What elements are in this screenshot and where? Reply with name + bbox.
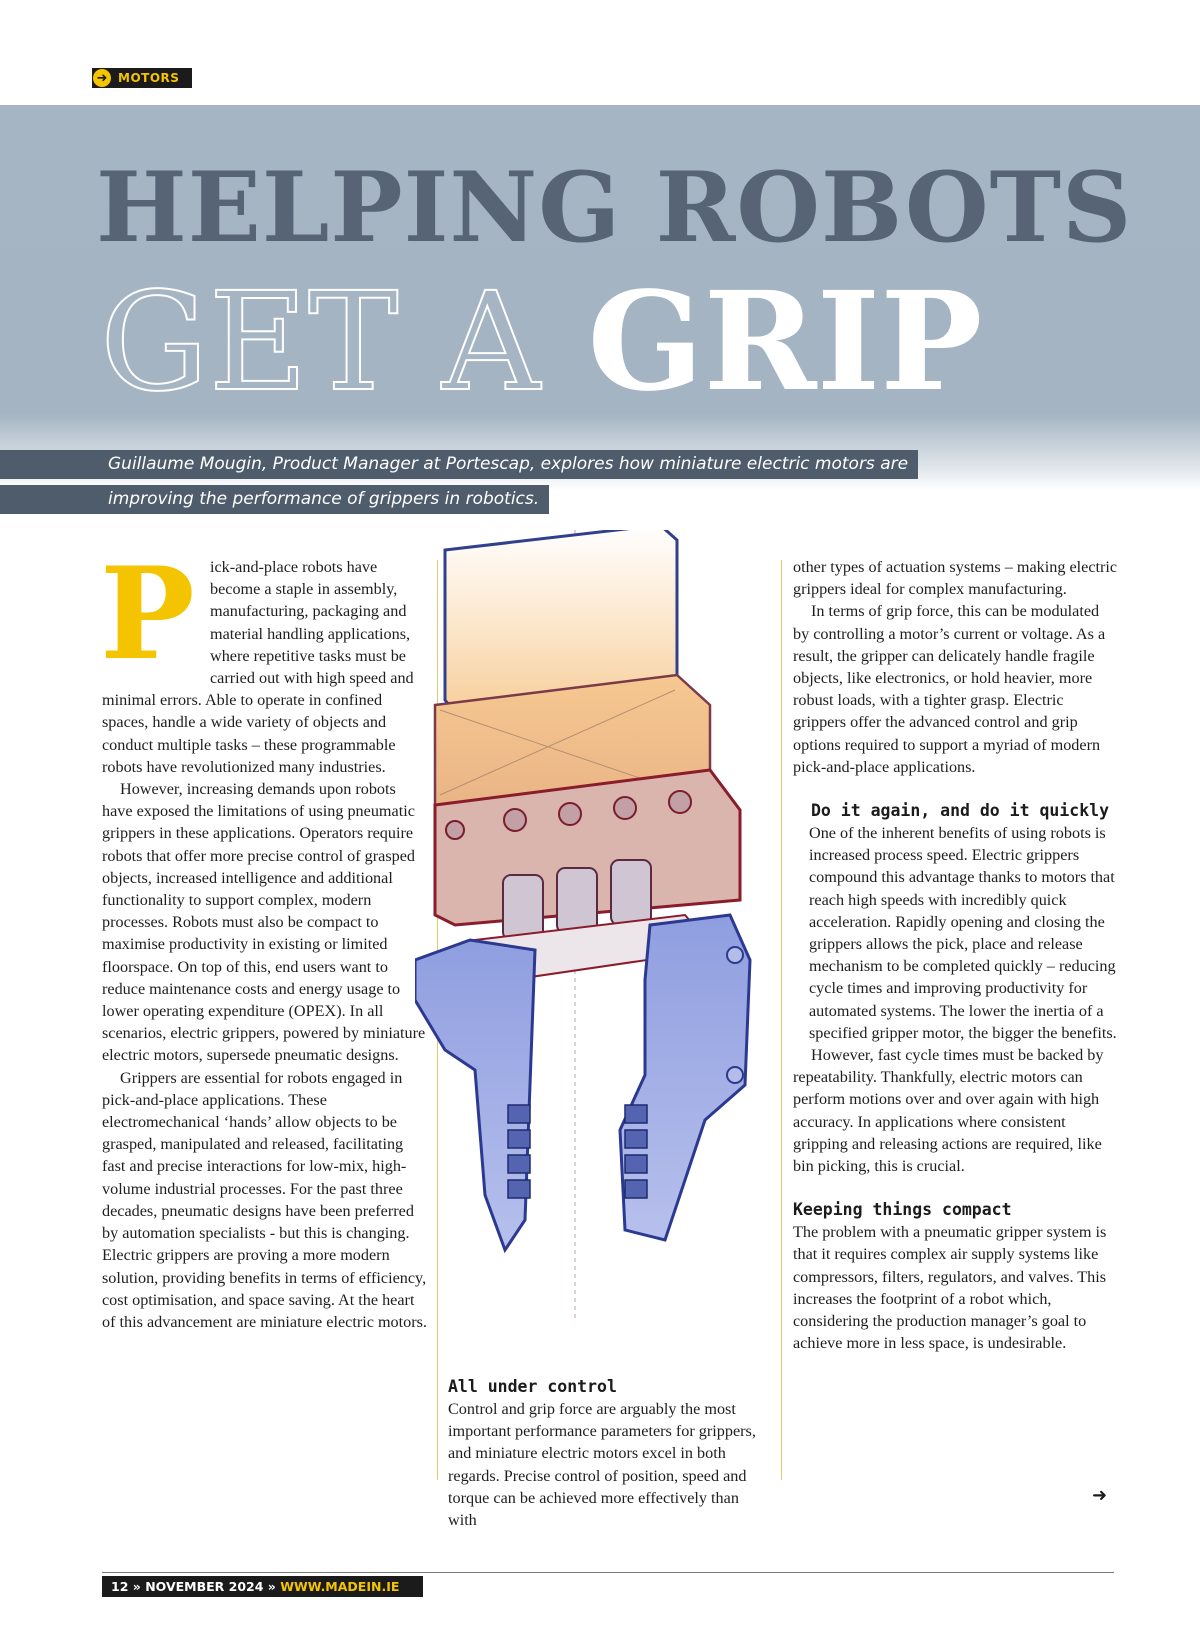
column-1 — [100, 540, 427, 1333]
subheading-keeping-things-compact: Keeping things compact — [793, 1200, 1012, 1220]
paragraph: Control and grip force are arguably the most important performance parameters for grippers, and miniature electric motors excel in both regards. Precise control of position, speed and torque can be achieved more effectively than with — [448, 1400, 756, 1530]
paragraph: other types of actuation systems – making electric grippers ideal for complex manufacturing. — [793, 558, 1118, 599]
subheading-do-it-again: Do it again, and do it quickly — [811, 801, 1110, 821]
subheading-all-under-control: All under control — [448, 1377, 617, 1396]
paragraph: In terms of grip force, this can be modulated by controlling a motor’s current or voltage. As a result, the gripper can delicately handle fragile objects, like electronics, or hold heavier, more robust loads, with a tighter grasp. Electric grippers offer the advanced control and grip options required to support a myriad of modern pick-and-place applications. — [793, 602, 1106, 776]
section-tag — [92, 68, 192, 88]
paragraph: ick-and-place robots have become a staple in assembly, manufacturing, packaging and material handling applications, where repetitive tasks must be carried out with high speed and minimal errors. Able to operate in confined spaces, handle a wide variety of objects and conduct multiple tasks – these programmable robots have revolutionized many industries. — [102, 558, 414, 776]
paragraph: However, fast cycle times must be backed by repeatability. Thankfully, electric motors can perform motions over and over again with high accuracy. In applications where consistent gripping and releasing actions are required, like bin picking, this is crucial. — [793, 1046, 1104, 1176]
headline-light: GET A — [100, 264, 541, 422]
footer-rule — [102, 1572, 1114, 1573]
page-number: 12 — [111, 1579, 129, 1594]
standfirst-line2: improving the performance of grippers in robotics. — [0, 485, 549, 514]
page-footer — [102, 1576, 423, 1597]
website-link[interactable]: WWW.MADEIN.IE — [280, 1579, 400, 1594]
arrow-right-circle-icon: ➜ — [93, 69, 111, 87]
headline-line1: HELPING ROBOTS — [96, 151, 1133, 264]
paragraph: Grippers are essential for robots engaged in pick-and-place applications. These electromechanical ‘hands’ allow objects to be grasped, manipulated and released, facilitating fast and precise interactions for low-mix, high-volume industrial processes. For the past three decades, pneumatic designs have been preferred by automation specialists - but this is changing. Electric grippers are proving a more modern solution, providing benefits in terms of efficiency, cost optimisation, and space saving. At the heart of this advancement are miniature electric motors. — [102, 1068, 427, 1331]
paragraph: The problem with a pneumatic gripper system is that it requires complex air supply systems like compressors, filters, regulators, and valves. This increases the footprint of a robot which, considering the production manager’s goal to achieve more in less space, is undesirable. — [793, 1223, 1107, 1353]
gripper-illustration — [415, 530, 795, 1320]
standfirst-line1: Guillaume Mougin, Product Manager at Portescap, explores how miniature electric motors are — [0, 450, 918, 479]
paragraph: However, increasing demands upon robots have exposed the limitations of using pneumatic grippers in these applications. Operators require robots that offer more precise control of grasped objects, increased intelligence and additional functionality to support complex, modern processes. Robots must also be compact to maximise productivity in existing or limited floorspace. On top of this, end users want to reduce maintenance costs and energy usage to lower operating expenditure (OPEX). In all scenarios, electric grippers, powered by miniature electric motors, supersede pneumatic designs. — [102, 780, 426, 1065]
paragraph: One of the inherent benefits of using robots is increased process speed. Electric grippers compound this advantage thanks to motors that reach high speeds with incredibly quick acceleration. Rapidly opening and closing the grippers allows the pick, place and release mechanism to be completed quickly – reducing cycle times and improving productivity for automated systems. The lower the inertia of a specified gripper motor, the bigger the benefits. — [809, 824, 1117, 1042]
issue-date: NOVEMBER 2024 — [145, 1579, 264, 1594]
headline-line2 — [100, 262, 1140, 422]
headline-bold: GRIP — [587, 262, 983, 422]
drop-cap: P — [100, 540, 195, 688]
section-label: MOTORS — [118, 71, 180, 85]
arrow-right-icon: ➜ — [1092, 1485, 1108, 1506]
footer-separator: » — [128, 1579, 146, 1594]
column-3 — [793, 556, 1118, 1355]
indented-section — [793, 800, 1118, 1044]
column-2 — [448, 1376, 770, 1531]
footer-separator: » — [263, 1579, 281, 1594]
